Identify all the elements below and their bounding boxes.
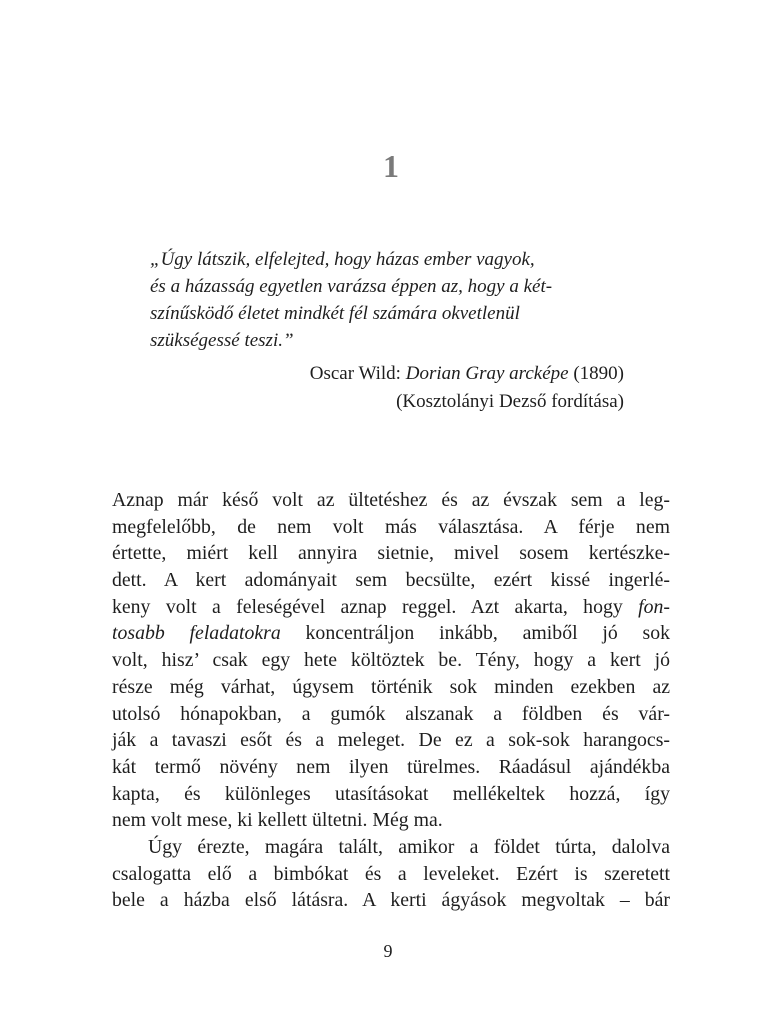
text-line: értette, miért kell annyira sietnie, mivel sosem kertészke- (112, 542, 670, 565)
text-line: nem volt mese, ki kellett ültetni. Még ma. (112, 809, 443, 832)
text-line (112, 594, 670, 621)
italic-emphasis: tosabb feladatokra (112, 622, 281, 645)
translator-credit: (Kosztolányi Dezső fordítása) (396, 391, 624, 412)
text-line (112, 620, 670, 647)
author-name: Oscar Wild: (309, 363, 406, 384)
text-segment: keny volt a feleségével aznap reggel. Azt akarta, hogy (112, 595, 639, 618)
text-line: dett. A kert adományait sem becsülte, ezért kissé ingerlé- (112, 569, 670, 592)
attribution-source (150, 360, 624, 388)
epigraph-attribution (150, 360, 624, 416)
paragraph-first-line: Úgy érezte, magára talált, amikor a földet túrta, dalolva (148, 835, 670, 858)
work-title: Dorian Gray arcképe (405, 363, 569, 384)
text-segment: koncentráljon inkább, amiből jó sok (280, 622, 671, 645)
text-line: csalogatta elő a bimbókat és a leveleket. Ezért is szeretett (112, 862, 670, 885)
chapter-number: 1 (383, 148, 399, 184)
text-line: Aznap már késő volt az ültetéshez és az évszak sem a leg- (112, 489, 670, 511)
italic-emphasis: fon- (638, 595, 670, 618)
epigraph-line: és a házasság egyetlen varázsa éppen az, hogy a két- (150, 276, 553, 297)
body-text (112, 487, 670, 914)
publication-year: (1890) (568, 363, 624, 384)
text-line: volt, hisz’ csak egy hete költöztek be. Tény, hogy a kert jó (112, 649, 670, 672)
text-line: kapta, és különleges utasításokat mellékeltek hozzá, így (112, 782, 670, 805)
text-line: ják a tavaszi esőt és a meleget. De ez a sok-sok harangocs- (112, 729, 670, 752)
text-line: bele a házba első látásra. A kerti ágyások megvoltak – bár (112, 889, 670, 912)
epigraph-line: színűsködő életet mindkét fél számára okvetlenül (150, 303, 520, 324)
text-line: megfelelőbb, de nem volt más választása. A férje nem (112, 515, 670, 538)
epigraph-line: szükségessé teszi.” (150, 330, 294, 351)
text-line: része még várhat, úgysem történik sok minden ezekben az (112, 675, 670, 698)
text-line: kát termő növény nem ilyen türelmes. Ráadásul ajándékba (112, 755, 670, 778)
epigraph-quote (150, 246, 636, 354)
epigraph-line: „Úgy látszik, elfelejted, hogy házas ember vagyok, (150, 249, 535, 270)
text-line: utolsó hónapokban, a gumók alszanak a földben és vár- (112, 702, 670, 725)
page-number: 9 (383, 941, 393, 961)
